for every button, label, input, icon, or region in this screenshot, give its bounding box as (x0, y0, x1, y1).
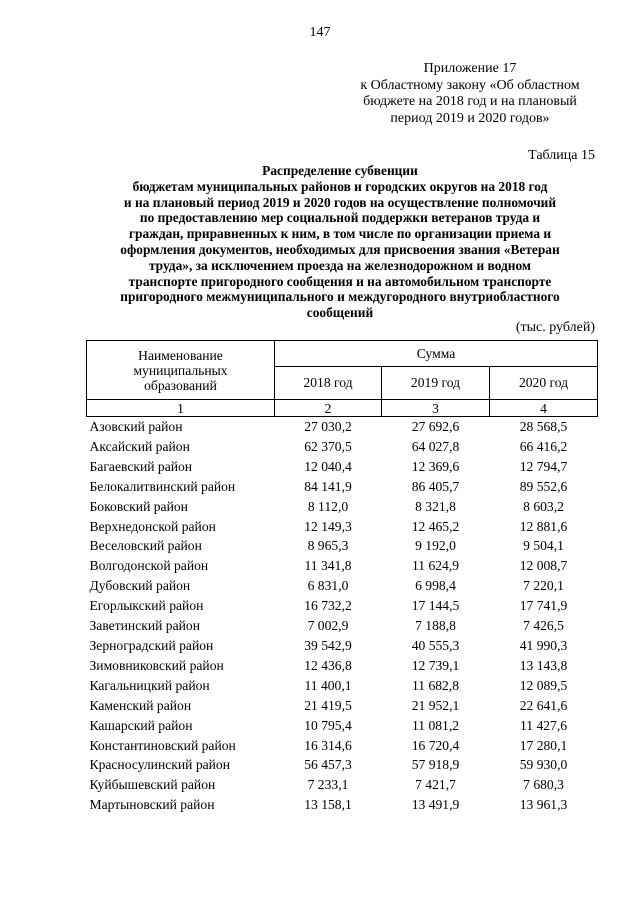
cell-2018: 16 732,2 (304, 598, 352, 614)
title-line: сообщений (306, 305, 374, 321)
table-row (87, 517, 598, 537)
cell-2020: 13 143,8 (519, 657, 568, 673)
cell-2018: 13 158,1 (304, 797, 352, 813)
header-year-2019: 2019 год (382, 367, 490, 400)
cell-municipality: Красносулинский район (89, 757, 230, 773)
table-row (87, 636, 598, 656)
cell-2019: 12 739,1 (411, 657, 460, 673)
header-col-number: 4 (490, 400, 598, 417)
cell-2020: 12 008,7 (519, 558, 568, 574)
cell-2019: 11 682,8 (411, 677, 460, 693)
table-row (87, 716, 598, 736)
cell-2020: 22 641,6 (519, 697, 568, 713)
cell-municipality: Волгодонской район (89, 558, 209, 574)
cell-2018: 8 965,3 (307, 538, 349, 554)
cell-2018: 8 112,0 (307, 498, 349, 514)
title-line: граждан, приравненных к ним, в том числе по организации приема и (128, 226, 552, 242)
cell-2018: 12 149,3 (304, 518, 352, 534)
cell-2019: 11 624,9 (411, 558, 460, 574)
title-line: транспорте пригородного сообщения и на автомобильном транспорте (128, 273, 552, 289)
cell-municipality: Кагальницкий район (89, 677, 210, 693)
appendix-note (345, 61, 595, 127)
title-line: бюджетам муниципальных районов и городских округов на 2018 год (132, 178, 548, 194)
table-row (87, 457, 598, 477)
title-line: и на плановый период 2019 и 2020 годов на осуществление полномочий (123, 194, 557, 210)
cell-municipality: Егорлыкский район (89, 598, 204, 614)
cell-municipality: Зимовниковский район (89, 657, 224, 673)
table-row (87, 536, 598, 556)
cell-2020: 8 603,2 (523, 498, 564, 514)
cell-2020: 9 504,1 (523, 538, 564, 554)
cell-2020: 59 930,0 (519, 757, 568, 773)
appendix-line: к Областному закону «Об областном (360, 77, 580, 93)
cell-2019: 12 465,2 (411, 518, 460, 534)
cell-2019: 12 369,6 (411, 458, 460, 474)
cell-2020: 41 990,3 (519, 637, 568, 653)
table-row (87, 437, 598, 457)
cell-municipality: Кашарский район (89, 717, 193, 733)
table-row (87, 497, 598, 517)
cell-2018: 56 457,3 (304, 757, 352, 773)
table-row (87, 596, 598, 616)
header-name (87, 341, 275, 400)
appendix-line: бюджете на 2018 год и на плановый (363, 94, 577, 109)
cell-2020: 13 961,3 (519, 797, 568, 813)
cell-2019: 86 405,7 (411, 478, 460, 494)
table-row (87, 676, 598, 696)
cell-municipality: Константиновский район (89, 737, 236, 753)
title-line: пригородного межмуниципального и междугородного внутриобластного (120, 289, 560, 305)
header-name-line: образований (144, 377, 217, 393)
cell-2019: 9 192,0 (415, 538, 456, 554)
cell-2020: 7 680,3 (523, 777, 564, 793)
cell-2018: 7 002,9 (307, 618, 349, 634)
document-title (85, 163, 595, 321)
cell-2019: 27 692,6 (411, 419, 460, 434)
cell-2020: 7 426,5 (523, 618, 564, 634)
cell-municipality: Веселовский район (89, 538, 202, 554)
cell-2019: 64 027,8 (411, 438, 460, 454)
header-name-line: муниципальных (133, 362, 228, 378)
cell-2018: 39 542,9 (304, 637, 352, 653)
table-row (87, 696, 598, 716)
cell-municipality: Боковский район (89, 498, 188, 514)
cell-2020: 17 280,1 (519, 737, 568, 753)
cell-2019: 8 321,8 (415, 498, 456, 514)
cell-2019: 17 144,5 (411, 598, 460, 614)
cell-2020: 17 741,9 (519, 598, 568, 614)
cell-2019: 6 998,4 (415, 578, 456, 594)
cell-2020: 11 427,6 (519, 717, 568, 733)
appendix-line: период 2019 и 2020 годов» (390, 110, 550, 126)
header-sum: Сумма (275, 341, 598, 367)
cell-2018: 84 141,9 (304, 478, 352, 494)
table-row (87, 656, 598, 676)
cell-municipality: Аксайский район (89, 438, 190, 454)
cell-municipality: Куйбышевский район (89, 777, 216, 793)
cell-municipality: Белокалитвинский район (89, 478, 236, 494)
cell-2018: 12 040,4 (304, 458, 352, 474)
cell-2018: 16 314,6 (304, 737, 352, 753)
cell-2020: 28 568,5 (519, 419, 568, 434)
cell-2019: 40 555,3 (411, 637, 460, 653)
cell-municipality: Зерноградский район (89, 637, 214, 653)
cell-2019: 11 081,2 (411, 717, 460, 733)
table-row (87, 775, 598, 795)
table-row (87, 417, 598, 437)
cell-municipality: Багаевский район (89, 458, 193, 474)
cell-2018: 62 370,5 (304, 438, 352, 454)
header-col-number: 2 (275, 400, 382, 417)
table-row (87, 795, 598, 815)
title-line: оформления документов, необходимых для присвоения звания «Ветеран (120, 241, 560, 257)
cell-2019: 7 421,7 (415, 777, 456, 793)
header-col-number: 3 (382, 400, 490, 417)
table-row (87, 556, 598, 576)
table-body (87, 417, 598, 816)
table-label: Таблица 15 (528, 148, 595, 163)
header-col-number: 1 (87, 400, 275, 417)
cell-2020: 7 220,1 (523, 578, 564, 594)
header-year-2020: 2020 год (490, 367, 598, 400)
cell-municipality: Мартыновский район (89, 797, 215, 813)
table-row (87, 576, 598, 596)
title-line: по предоставлению мер социальной поддержки ветеранов труда и (139, 210, 541, 226)
header-name-line: Наименование (138, 347, 223, 363)
cell-municipality: Верхнедонской район (89, 518, 216, 534)
table-row (87, 736, 598, 756)
appendix-line: Приложение 17 (423, 61, 517, 76)
cell-municipality: Азовский район (89, 419, 183, 434)
cell-2018: 7 233,1 (307, 777, 349, 793)
table-row (87, 755, 598, 775)
units-label: (тыс. рублей) (515, 320, 595, 335)
cell-2018: 11 341,8 (304, 558, 352, 574)
page-number: 147 (309, 25, 331, 40)
cell-2019: 21 952,1 (411, 697, 460, 713)
cell-2020: 12 794,7 (519, 458, 568, 474)
table-row (87, 477, 598, 497)
title-line: труда», за исключением проезда на железнодорожном и водном (148, 257, 532, 273)
cell-2018: 12 436,8 (304, 657, 352, 673)
cell-municipality: Каменский район (89, 697, 192, 713)
cell-municipality: Заветинский район (89, 618, 200, 634)
cell-2020: 66 416,2 (519, 438, 568, 454)
cell-2020: 12 881,6 (519, 518, 568, 534)
cell-2018: 6 831,0 (307, 578, 349, 594)
cell-2018: 21 419,5 (304, 697, 352, 713)
title-line: Распределение субвенции (262, 163, 418, 178)
cell-2020: 12 089,5 (519, 677, 568, 693)
subvention-table (86, 340, 598, 815)
cell-2019: 7 188,8 (415, 618, 456, 634)
cell-2018: 11 400,1 (304, 677, 352, 693)
cell-2019: 13 491,9 (411, 797, 460, 813)
cell-2020: 89 552,6 (519, 478, 568, 494)
cell-2019: 16 720,4 (411, 737, 460, 753)
table-row (87, 616, 598, 636)
cell-2019: 57 918,9 (411, 757, 460, 773)
cell-2018: 27 030,2 (304, 419, 352, 434)
cell-municipality: Дубовский район (89, 578, 191, 594)
header-year-2018: 2018 год (275, 367, 382, 400)
cell-2018: 10 795,4 (304, 717, 352, 733)
